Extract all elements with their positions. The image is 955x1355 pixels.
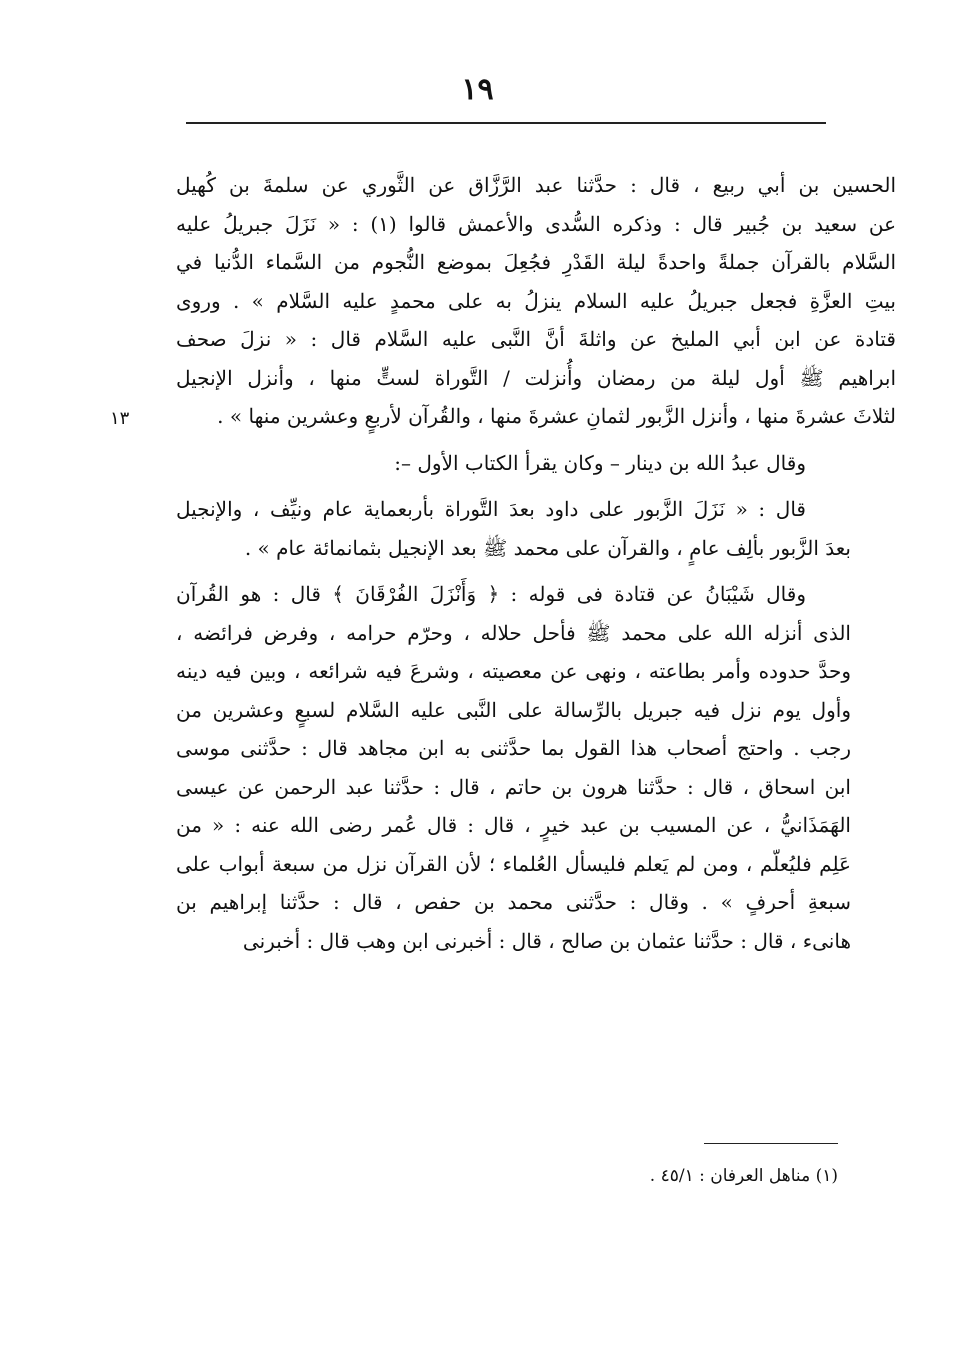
text-line: وقال شَيْبَانُ عن قتادة فى قوله : ﴿ وَأَنْزَلَ الفُرْقَانَ ﴾ قال : هو القُرآن — [176, 582, 806, 606]
page-number: ١٩ — [461, 72, 494, 107]
main-text — [176, 166, 896, 968]
paragraph — [176, 166, 896, 436]
text-line: عن سعيد بن جُبير قال : وذكره السُّدى والأعمش قالوا (١) : « نَزَلَ جبريلُ عليه — [176, 211, 897, 236]
text-line: لثلاثَ عشرةَ منها ، وأنزل الزَّبور لثمانِ عشرةَ منها ، والقُرآن لأربعٍ وعشرين منها » . — [217, 404, 896, 428]
paragraph — [176, 575, 896, 960]
text-line: الهَمَذَانيُّ ، عن المسيب بن عبد خيرٍ ، قال : قال عُمر رضى الله عنه : « من — [176, 813, 851, 837]
paragraph — [176, 444, 896, 483]
text-line: بعدَ الزَّبور بألِف عامٍ ، والقرآن على محمد ﷺ بعد الإنجيل بثمانمائة عام » . — [244, 535, 851, 560]
text-line: عَلِم فليُعلّم ، ومن لم يَعلم فليسأل العُلماء ؛ لأن القرآن نزل من سبعة أبواب على — [176, 851, 851, 876]
text-line: وحدَّ حدوده وأمر بطاعته ، ونهى عن معصيته ، وشرعَ فيه شرائعه ، وبين فيه دينه — [176, 659, 851, 683]
margin-page-reference: ١٣ — [110, 408, 130, 429]
text-line: هانىء ، قال : حدَّثنا عثمان بن صالح ، قال : أخبرنى ابن وهب قال : أخبرنى — [242, 928, 851, 953]
paragraph — [176, 490, 896, 567]
text-line: رجب . واحتج أصحاب هذا القول بما حدَّثنى به ابن مجاهد قال : حدَّثنى موسى — [176, 736, 851, 760]
footnote-rule — [704, 1143, 838, 1144]
text-line: قال : « نَزَلَ الزَّبور على داود بعدَ التَّوراة بأربعماية عام ونيِّف ، والإنجيل — [176, 497, 806, 521]
header-rule — [186, 122, 826, 124]
text-line: وأول يوم نزل فيه جبريل بالرِّسالة على النَّبى عليه السَّلام لسبعٍ وعشرين من — [176, 697, 851, 722]
text-line: الذى أنزله الله على محمد ﷺ فأحل حلاله ، وحرّم حرامه ، وفرض فرائضه ، — [176, 620, 851, 645]
text-line: الحسين بن أبي ربيع ، قال : حدَّثنا عبد الرَّزَّاق عن الثَّوري عن سلمةَ بن كُهيل — [176, 173, 896, 197]
text-line: بيتِ العزَّةِ فجعل جبريلُ عليه السلام ينزلُ به على محمدٍ عليه السَّلام » . وروى — [176, 288, 896, 313]
text-line: السَّلام بالقرآن جملةً واحدةً ليلة القَدْرِ فجُعِلَ بموضع النُّجوم من السَّماء الدُّنيا في — [176, 250, 896, 274]
text-line: وقال عبدُ الله بن دينار – وكان يقرأ الكتاب الأول –: — [394, 450, 806, 475]
text-line: ابراهيم ﷺ أول ليلة من رمضان وأُنزلت / التَّوراة لستٍّ منها ، وأنزل الإنجيل — [176, 365, 896, 390]
text-line: سبعةِ أحرفٍ » . وقال : حدَّثنى محمد بن حفص ، قال : حدَّثنا إبراهيم بن — [176, 890, 851, 914]
text-line: قتادة عن ابن أبي المليخ عن واثلةَ أنَّ النَّبى عليه السَّلام قال : « نزلَ صحف — [176, 327, 896, 351]
footnote: (١) مناهل العرفان : ٤٥/١ . — [649, 1166, 838, 1186]
text-line: ابن اسحاق ، قال : حدَّثنا هرون بن حاتم ، قال : حدَّثنا عبد الرحمن عن عيسى — [176, 774, 851, 799]
